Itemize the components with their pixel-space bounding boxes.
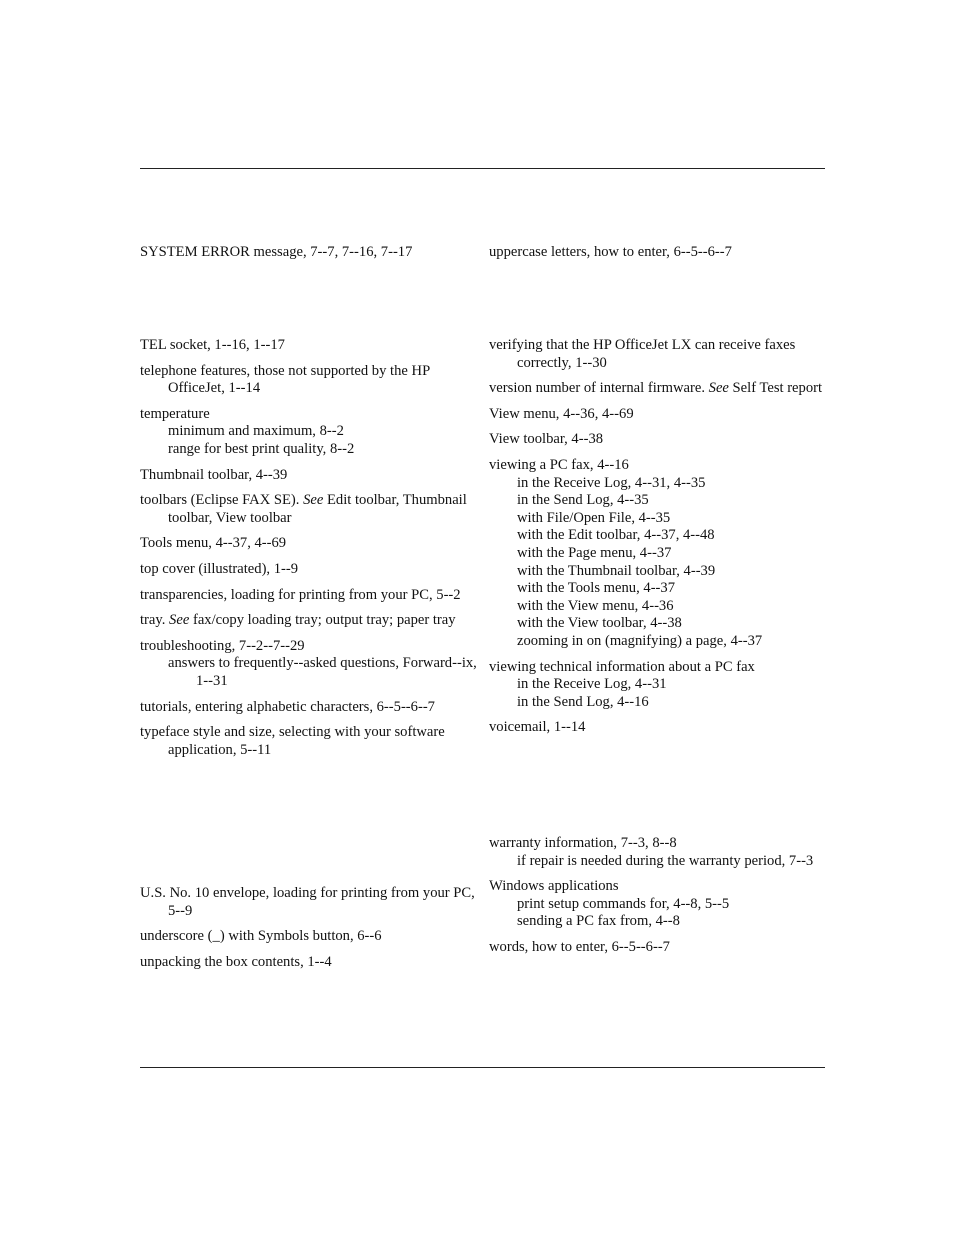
index-subentry: zooming in on (magnifying) a page, 4--37 xyxy=(517,632,763,649)
index-entry xyxy=(489,835,825,870)
index-entry xyxy=(140,638,478,691)
see-reference: See xyxy=(303,492,324,509)
index-entry-heading: troubleshooting, 7--2--7--29 xyxy=(140,637,305,654)
index-entry xyxy=(489,659,825,712)
index-entry xyxy=(489,380,825,398)
index-entry-heading: temperature xyxy=(140,405,210,422)
index-group-w xyxy=(489,835,825,965)
index-entry: top cover (illustrated), 1--9 xyxy=(140,560,299,577)
index-entry: unpacking the box contents, 1--4 xyxy=(140,953,332,970)
index-subentry: with the View menu, 4--36 xyxy=(517,597,674,614)
index-subentry: with the View toolbar, 4--38 xyxy=(517,615,682,632)
index-entry: typeface style and size, selecting with your software application, 5--11 xyxy=(140,724,445,758)
see-reference: See xyxy=(708,380,729,397)
index-entry: TEL socket, 1--16, 1--17 xyxy=(140,337,285,353)
index-subentry: sending a PC fax from, 4--8 xyxy=(517,913,680,930)
bottom-rule xyxy=(140,1067,825,1068)
index-entry xyxy=(140,612,478,630)
entry-text: fax/copy loading tray; output tray; paper tray xyxy=(189,612,456,629)
index-entry: SYSTEM ERROR message, 7--7, 7--16, 7--17 xyxy=(140,244,413,260)
index-subentry: with the Thumbnail toolbar, 4--39 xyxy=(517,562,716,579)
index-subentry: answers to frequently--asked questions, Forward--ix, 1--31 xyxy=(168,655,477,689)
index-subentry: in the Send Log, 4--35 xyxy=(517,492,649,509)
index-entry-heading: Windows applications xyxy=(489,878,619,895)
index-subentry: if repair is needed during the warranty period, 7--3 xyxy=(517,852,814,869)
index-entry-heading: warranty information, 7--3, 8--8 xyxy=(489,835,677,851)
index-entry xyxy=(489,878,825,931)
index-subentry: in the Send Log, 4--16 xyxy=(517,693,649,710)
index-entry: voicemail, 1--14 xyxy=(489,719,586,736)
index-entry: View menu, 4--36, 4--69 xyxy=(489,405,634,422)
index-entry: underscore (_) with Symbols button, 6--6 xyxy=(140,928,382,945)
index-entry: telephone features, those not supported by the HP OfficeJet, 1--14 xyxy=(140,362,430,397)
entry-text: version number of internal firmware. xyxy=(489,380,709,397)
index-entry: View toolbar, 4--38 xyxy=(489,431,604,448)
index-entry-heading: viewing a PC fax, 4--16 xyxy=(489,456,629,473)
index-entry: Thumbnail toolbar, 4--39 xyxy=(140,466,288,483)
index-entry xyxy=(140,406,478,459)
index-entry: words, how to enter, 6--5--6--7 xyxy=(489,938,670,955)
index-subentry: with the Tools menu, 4--37 xyxy=(517,580,676,597)
entry-text: toolbars (Eclipse FAX SE). xyxy=(140,492,304,509)
index-group-t xyxy=(140,337,478,767)
index-subentry: range for best print quality, 8--2 xyxy=(168,440,355,457)
index-entry: transparencies, loading for printing from your PC, 5--2 xyxy=(140,586,461,603)
index-entry: U.S. No. 10 envelope, loading for printing from your PC, 5--9 xyxy=(140,885,475,919)
entry-text: tray. xyxy=(140,612,170,629)
top-rule xyxy=(140,168,825,169)
index-subentry: with the Edit toolbar, 4--37, 4--48 xyxy=(517,527,715,544)
index-subentry: in the Receive Log, 4--31 xyxy=(517,676,667,693)
see-reference: See xyxy=(169,612,190,629)
index-subentry: print setup commands for, 4--8, 5--5 xyxy=(517,895,730,912)
index-entry: uppercase letters, how to enter, 6--5--6--7 xyxy=(489,244,732,260)
index-entry xyxy=(489,457,825,651)
index-entry: verifying that the HP OfficeJet LX can receive faxes correctly, 1--30 xyxy=(489,337,796,371)
index-group-s xyxy=(140,244,478,270)
index-entry-heading: viewing technical information about a PC fax xyxy=(489,658,755,675)
index-subentry: in the Receive Log, 4--31, 4--35 xyxy=(517,474,706,491)
index-entry xyxy=(140,492,478,527)
index-group-u-right xyxy=(489,244,825,270)
entry-text: Edit toolbar, Thumbnail toolbar, View toolbar xyxy=(168,492,467,526)
index-group-v xyxy=(489,337,825,745)
entry-text: Self Test report xyxy=(728,380,823,397)
index-subentry: with File/Open File, 4--35 xyxy=(517,509,671,526)
index-subentry: minimum and maximum, 8--2 xyxy=(168,423,344,440)
index-subentry: with the Page menu, 4--37 xyxy=(517,544,672,561)
index-group-u xyxy=(140,885,478,979)
index-entry: Tools menu, 4--37, 4--69 xyxy=(140,535,287,552)
index-entry: tutorials, entering alphabetic characters, 6--5--6--7 xyxy=(140,698,435,715)
